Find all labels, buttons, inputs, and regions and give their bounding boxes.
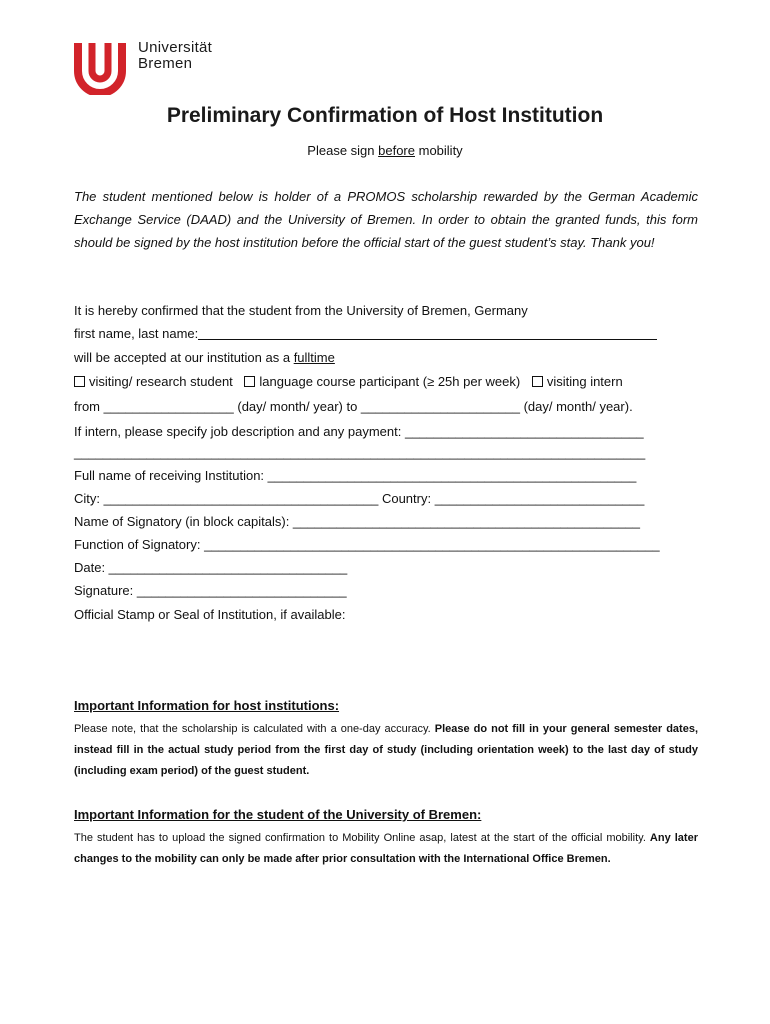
host-info-heading: Important Information for host institutions: — [74, 698, 340, 713]
university-name — [138, 40, 212, 72]
name-field[interactable] — [198, 327, 657, 340]
accepted-prefix: will be accepted at our institution as a — [74, 350, 294, 365]
host-info-text-bold: Please do not fill in your general semester dates, instead fill in the actual study period from the first day of study (including orientation week) to the last day of study (including exam period) of the guest student. — [74, 723, 698, 777]
name-label: first name, last name: — [74, 326, 199, 341]
host-info-text-normal: Please note, that the scholarship is calculated with a one-day accuracy. — [74, 723, 435, 735]
university-name-line2: Bremen — [138, 55, 193, 72]
option-3-label: visiting intern — [546, 374, 623, 389]
institution-line[interactable]: Full name of receiving Institution: ___________________________________________________ — [74, 468, 637, 483]
checkbox-visiting-intern[interactable] — [532, 376, 543, 387]
university-logo-icon — [72, 41, 128, 95]
subtitle-suffix: mobility — [415, 143, 463, 158]
checkbox-visiting-research[interactable] — [74, 376, 85, 387]
signature-line[interactable]: Signature: _____________________________ — [74, 583, 347, 598]
confirm-line: It is hereby confirmed that the student from the University of Bremen, Germany — [74, 303, 528, 318]
accepted-underlined: fulltime — [293, 350, 335, 365]
option-2-label: language course participant (≥ 25h per week) — [259, 374, 521, 389]
host-info-paragraph — [74, 719, 698, 782]
page-title: Preliminary Confirmation of Host Institution — [166, 104, 604, 127]
accepted-line — [74, 350, 335, 365]
student-info-text-normal: The student has to upload the signed confirmation to Mobility Online asap, latest at the start of the official mobility. — [74, 832, 650, 844]
date-line[interactable]: Date: _________________________________ — [74, 560, 348, 575]
checkbox-language-course[interactable] — [244, 376, 255, 387]
blank-line[interactable]: _______________________________________________________________________________ — [74, 445, 646, 460]
student-info-text-bold: Any later changes to the mobility can only be made after prior consultation with the International Office Bremen. — [74, 832, 698, 865]
function-line[interactable]: Function of Signatory: _______________________________________________________________ — [74, 537, 660, 552]
stamp-line: Official Stamp or Seal of Institution, if available: — [74, 607, 346, 622]
signatory-line[interactable]: Name of Signatory (in block capitals): ________________________________________________ — [74, 514, 640, 529]
city-country-line[interactable]: City: ______________________________________ Country: _____________________________ — [74, 491, 645, 506]
subtitle-prefix: Please sign — [307, 143, 379, 158]
student-info-heading: Important Information for the student of the University of Bremen: — [74, 807, 482, 822]
subtitle-underlined: before — [378, 143, 415, 158]
option-1-label: visiting/ research student — [89, 374, 233, 389]
name-field-line — [74, 326, 657, 341]
university-name-line1: Universität — [138, 39, 213, 56]
intern-line[interactable]: If intern, please specify job description and any payment: _________________________________ — [74, 424, 644, 439]
dates-line[interactable]: from __________________ (day/ month/ year) to ______________________ (day/ month/ year). — [74, 399, 633, 414]
intro-paragraph: The student mentioned below is holder of a PROMOS scholarship rewarded by the German Academic Exchange Service (DAAD) and the University of Bremen. In order to obtain the granted funds, this form should be signed by the host institution before the official start of the guest student’s stay. Thank you! — [74, 189, 698, 250]
student-info-paragraph — [74, 828, 698, 870]
subtitle — [0, 143, 770, 158]
options-line — [74, 374, 623, 389]
